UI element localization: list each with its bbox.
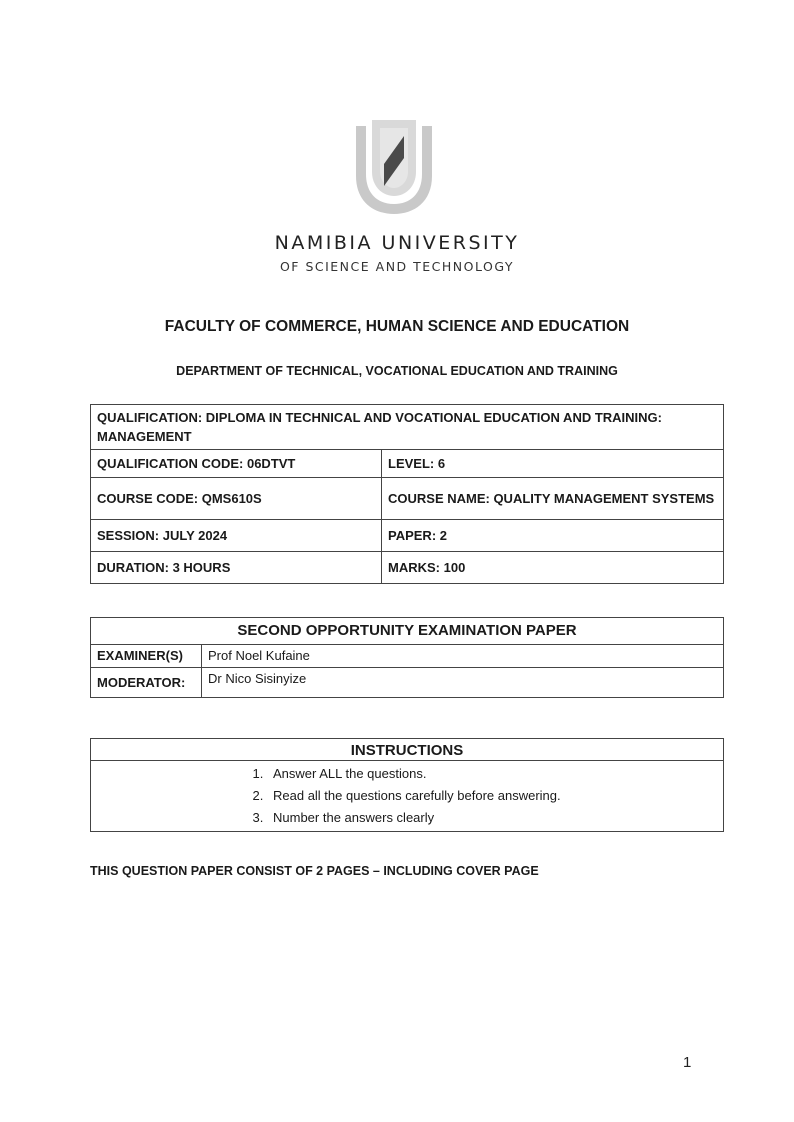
examiner-label: EXAMINER(S) xyxy=(91,645,202,668)
university-name: NAMIBIA UNIVERSITY xyxy=(274,232,520,254)
faculty-heading: FACULTY OF COMMERCE, HUMAN SCIENCE AND EDUCATION xyxy=(164,318,630,335)
qualification-cell: QUALIFICATION: DIPLOMA IN TECHNICAL AND VOCATIONAL EDUCATION AND TRAINING: MANAGEMENT xyxy=(91,405,724,450)
examination-table xyxy=(90,617,724,698)
instructions-box xyxy=(90,738,724,832)
duration-cell: DURATION: 3 HOURS xyxy=(91,552,382,584)
marks-cell: MARKS: 100 xyxy=(382,552,724,584)
instructions-title: INSTRUCTIONS xyxy=(91,739,723,761)
course-code-cell: COURSE CODE: QMS610S xyxy=(91,478,382,520)
page-number: 1 xyxy=(683,1054,692,1071)
level-cell: LEVEL: 6 xyxy=(382,450,724,478)
session-cell: SESSION: JULY 2024 xyxy=(91,520,382,552)
university-logo xyxy=(346,116,442,218)
exam-paper-title: SECOND OPPORTUNITY EXAMINATION PAPER xyxy=(91,618,724,645)
university-subtitle: OF SCIENCE AND TECHNOLOGY xyxy=(279,259,515,274)
instruction-item: 1. Answer ALL the questions. xyxy=(267,763,723,785)
qualification-code-cell: QUALIFICATION CODE: 06DTVT xyxy=(91,450,382,478)
department-heading: DEPARTMENT OF TECHNICAL, VOCATIONAL EDUCATION AND TRAINING xyxy=(176,364,618,378)
qualification-table xyxy=(90,404,724,584)
paper-cell: PAPER: 2 xyxy=(382,520,724,552)
examiner-value: Prof Noel Kufaine xyxy=(202,645,724,668)
instruction-item: 2. Read all the questions carefully before answering. xyxy=(267,785,723,807)
course-name-cell: COURSE NAME: QUALITY MANAGEMENT SYSTEMS xyxy=(382,478,724,520)
instructions-list xyxy=(91,763,723,829)
moderator-label: MODERATOR: xyxy=(91,668,202,698)
moderator-value: Dr Nico Sisinyize xyxy=(202,668,724,698)
instruction-item: 3. Number the answers clearly xyxy=(267,807,723,829)
pages-note: THIS QUESTION PAPER CONSIST OF 2 PAGES – INCLUDING COVER PAGE xyxy=(90,864,539,878)
